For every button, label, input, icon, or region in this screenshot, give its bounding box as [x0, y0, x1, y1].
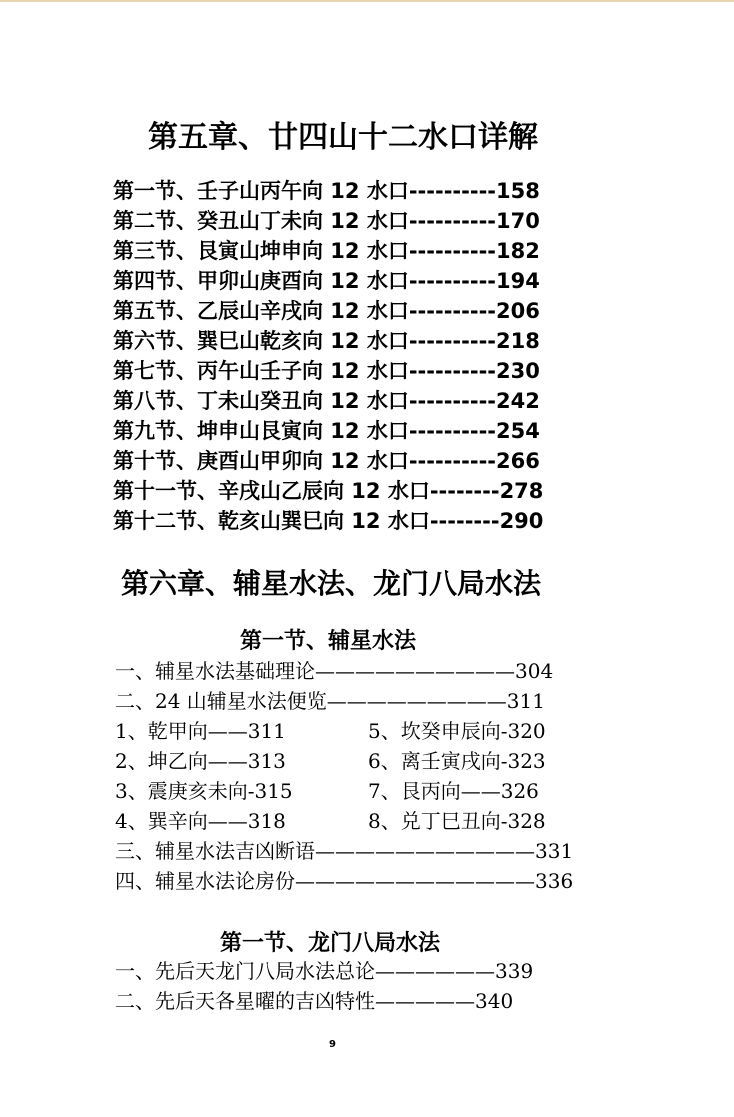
toc-item: 二、先后天各星曜的吉凶特性—————340: [115, 989, 514, 1013]
section-title-longmen: 第一节、龙门八局水法: [220, 931, 441, 956]
toc-item: 四、辅星水法论房份————————————336: [115, 869, 574, 893]
toc-entry: 第十二节、乾亥山巽巳向 12 水口--------290: [113, 509, 544, 533]
toc-entry: 第七节、丙午山壬子向 12 水口----------230: [113, 359, 540, 383]
page-number: 9: [329, 1039, 336, 1050]
chapter6-title: 第六章、辅星水法、龙门八局水法: [121, 567, 542, 600]
direction-item: 4、巽辛向——318: [115, 809, 286, 833]
toc-entry: 第九节、坤申山艮寅向 12 水口----------254: [113, 419, 540, 443]
toc-entry: 第八节、丁未山癸丑向 12 水口----------242: [113, 389, 540, 413]
direction-item: 1、乾甲向——311: [115, 719, 286, 743]
page-top-edge: [0, 0, 734, 2]
toc-item: 一、辅星水法基础理论——————————304: [115, 659, 554, 683]
toc-entry: 第三节、艮寅山坤申向 12 水口----------182: [113, 239, 540, 263]
toc-entry: 第五节、乙辰山辛戌向 12 水口----------206: [113, 299, 540, 323]
toc-entry: 第四节、甲卯山庚酉向 12 水口----------194: [113, 269, 540, 293]
direction-item: 6、离壬寅戌向-323: [368, 749, 546, 773]
toc-entry: 第十节、庚酉山甲卯向 12 水口----------266: [113, 449, 540, 473]
toc-entry: 第六节、巽巳山乾亥向 12 水口----------218: [113, 329, 540, 353]
toc-entry: 第一节、壬子山丙午向 12 水口----------158: [113, 179, 540, 203]
direction-item: 7、艮丙向——326: [368, 779, 539, 803]
direction-item: 3、震庚亥未向-315: [115, 779, 293, 803]
toc-item: 二、24 山辅星水法便览—————————311: [115, 689, 545, 713]
direction-item: 2、坤乙向——313: [115, 749, 286, 773]
section-title-fuxing: 第一节、辅星水法: [240, 629, 417, 654]
direction-item: 8、兑丁巳丑向-328: [368, 809, 546, 833]
toc-item: 一、先后天龙门八局水法总论——————339: [115, 959, 534, 983]
chapter5-title: 第五章、廿四山十二水口详解: [148, 120, 538, 155]
toc-entry: 第十一节、辛戌山乙辰向 12 水口--------278: [113, 479, 544, 503]
direction-item: 5、坎癸申辰向-320: [368, 719, 546, 743]
toc-item: 三、辅星水法吉凶断语———————————331: [115, 839, 574, 863]
toc-entry: 第二节、癸丑山丁未向 12 水口----------170: [113, 209, 540, 233]
